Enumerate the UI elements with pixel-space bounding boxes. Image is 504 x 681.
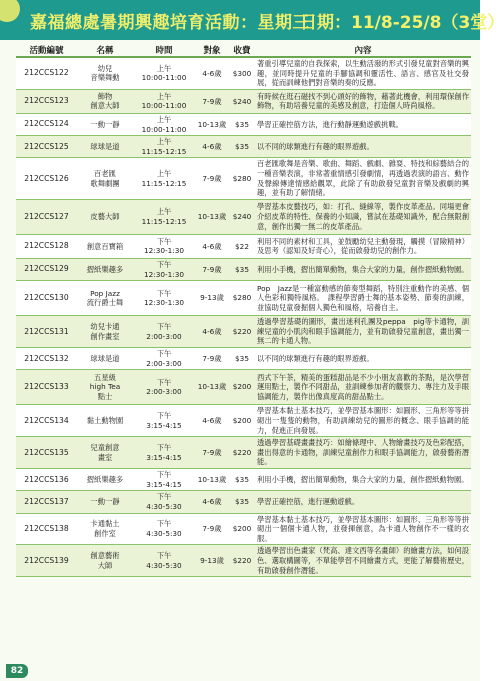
activity-description-cell: Pop Jazz是一種富動感的節奏型舞蹈，特別注重動作的美感、個人色彩和獨特風格。 課程學習爵士舞的基本姿勢、節奏的訓練，並協助兒童發掘個人獨色和風格，培養自主。 (255, 281, 471, 316)
activity-time-cell: 上午 11:15-12:15 (133, 199, 195, 234)
activity-code-cell: 212CCS128 (16, 234, 77, 258)
table-row (16, 348, 471, 370)
activity-fee-cell: $35 (229, 348, 255, 370)
activity-name-cell: 創意百寶箱 (77, 234, 133, 258)
activity-age-cell: 7-9歲 (195, 437, 229, 469)
column-header-content: 內容 (255, 43, 471, 57)
activity-fee-cell: $35 (229, 258, 255, 280)
activity-description-cell: 百老匯歌舞是音樂、歌曲、舞蹈、戲劇、雜耍、特技和綜藝結合的一種音樂表演，非常著重情感引發劇情，再透過表演的語言、動作及聲線傳達情感給觀眾，此除了有助啟發兒童對音樂及戲劇的興趣，並有助了解情緒。 (255, 158, 471, 200)
activity-fee-cell: $35 (229, 469, 255, 491)
table-row (16, 405, 471, 437)
table-row (16, 281, 471, 316)
page-number: 82 (6, 664, 28, 678)
column-header-fee: 收費 (229, 43, 255, 57)
activity-description-cell: 學習基本皮藝技巧，如：打孔、縫線等，製作皮革產品。同場更會介紹皮革的特性、保養的小知識，嘗試在基礎知識外，配合無限創意，創作出獨一無二的皮革產品。 (255, 199, 471, 234)
activity-fee-cell: $35 (229, 491, 255, 513)
activity-time-cell: 下午 2:00-3:00 (133, 348, 195, 370)
activity-description-cell: 以不同的球類進行有趣的眼界遊戲。 (255, 136, 471, 158)
activity-time-cell: 上午 11:15-12:15 (133, 136, 195, 158)
activity-time-cell: 下午 12:30-1:30 (133, 258, 195, 280)
activity-description-cell: 利用小手機，摺出簡單動物，集合大家的力量，創作摺紙動物園。 (255, 258, 471, 280)
activity-name-cell: 球球是道 (77, 136, 133, 158)
activity-time-cell: 上午 10:00-11:00 (133, 89, 195, 113)
activity-time-cell: 下午 12:30-1:30 (133, 234, 195, 258)
activity-name-cell: 皮藝大師 (77, 199, 133, 234)
activity-name-cell: 幼兒卡通 創作畫室 (77, 316, 133, 348)
table-row (16, 199, 471, 234)
page-header (0, 0, 504, 40)
activity-time-cell: 下午 3:15-4:15 (133, 469, 195, 491)
activity-name-cell: 五星級 high Tea 點士 (77, 370, 133, 405)
activity-description-cell: 學習正確控筋方法，進行動靜運動遊戲挑戰。 (255, 113, 471, 135)
activity-fee-cell: $220 (229, 316, 255, 348)
activity-age-cell: 4-6歲 (195, 57, 229, 89)
activity-age-cell: 10-13歲 (195, 113, 229, 135)
activity-age-cell: 10-13歲 (195, 370, 229, 405)
activity-age-cell: 7-9歲 (195, 513, 229, 545)
activity-code-cell: 212CCS135 (16, 437, 77, 469)
activity-age-cell: 4-6歲 (195, 136, 229, 158)
activity-description-cell: 學習基本黏土基本技巧，並學習基本圖形：如圓形、三角形等等拼砌出一個個卡通人物，並發揮創意，為卡通人物創作不一樣的衣服。 (255, 513, 471, 545)
activity-age-cell: 4-6歲 (195, 234, 229, 258)
table-header-row (16, 43, 471, 57)
activity-name-cell: 百老匯 歌舞劇團 (77, 158, 133, 200)
activity-age-cell: 10-13歲 (195, 199, 229, 234)
table-row (16, 491, 471, 513)
activity-code-cell: 212CCS125 (16, 136, 77, 158)
activity-code-cell: 212CCS122 (16, 57, 77, 89)
table-row (16, 437, 471, 469)
activity-time-cell: 下午 4:30-5:30 (133, 513, 195, 545)
activity-name-cell: 飾物 創意大師 (77, 89, 133, 113)
table-row (16, 234, 471, 258)
activity-name-cell: 球球是道 (77, 348, 133, 370)
table-row (16, 57, 471, 89)
activity-table (16, 43, 471, 577)
activity-description-cell: 透過學習基礎畫畫技巧：如繪條理中、人物繪畫技巧及色彩配搭，畫出得意的卡通物，訓練兒童創作力和眼手協調能力，啟發藝術潛能。 (255, 437, 471, 469)
table-row (16, 545, 471, 577)
activity-name-cell: 黏土動物園 (77, 405, 133, 437)
activity-time-cell: 下午 2:00-3:00 (133, 370, 195, 405)
activity-name-cell: 摺紙樂趣多 (77, 258, 133, 280)
activity-description-cell: 利用不同的素材和工具，並鼓勵幼兒主動發現，觸摸（冒險精神）及思考（認知及好奇心），從而啟發幼兒的創作力。 (255, 234, 471, 258)
activity-description-cell: 學習正確控筋，進行運動遊戲。 (255, 491, 471, 513)
activity-fee-cell: $200 (229, 370, 255, 405)
activity-fee-cell: $300 (229, 57, 255, 89)
activity-description-cell: 以不同的球類進行有趣的眼界遊戲。 (255, 348, 471, 370)
activity-name-cell: 摺紙樂趣多 (77, 469, 133, 491)
activity-age-cell: 10-13歲 (195, 469, 229, 491)
activity-time-cell: 下午 4:30-5:30 (133, 545, 195, 577)
activity-age-cell: 7-9歲 (195, 258, 229, 280)
date-range: 日期：11/8-25/8（3堂） (300, 13, 504, 33)
activity-code-cell: 212CCS130 (16, 281, 77, 316)
activity-time-cell: 上午 10:00-11:00 (133, 113, 195, 135)
table-body (16, 57, 471, 577)
table-row (16, 513, 471, 545)
activity-description-cell: 利用小手機，摺出簡單動物，集合大家的力量，創作摺紙動物園。 (255, 469, 471, 491)
activity-time-cell: 下午 3:15-4:15 (133, 405, 195, 437)
activity-time-cell: 上午 10:00-11:00 (133, 57, 195, 89)
activity-fee-cell: $35 (229, 136, 255, 158)
activity-age-cell: 7-9歲 (195, 89, 229, 113)
activity-fee-cell: $35 (229, 113, 255, 135)
activity-time-cell: 下午 3:15-4:15 (133, 437, 195, 469)
activity-code-cell: 212CCS127 (16, 199, 77, 234)
table-row (16, 158, 471, 200)
activity-age-cell: 9-13歲 (195, 545, 229, 577)
activity-age-cell: 7-9歲 (195, 348, 229, 370)
activity-code-cell: 212CCS136 (16, 469, 77, 491)
activity-fee-cell: $240 (229, 89, 255, 113)
activity-age-cell: 4-6歲 (195, 491, 229, 513)
activity-description-cell: 西式下午茶，精美的蛋糕甜品是不少小朋友喜歡的茶點，是次學習運用點士，製作不同甜品，並訓練參加者的觀察力、專注力及手眼協調能力，製作出像真度高的甜品點士。 (255, 370, 471, 405)
activity-code-cell: 212CCS138 (16, 513, 77, 545)
activity-fee-cell: $220 (229, 545, 255, 577)
activity-description-cell: 透過學習基礎的圖形，畫出迷利孔團及peppa pig等卡通物，訓練兒童的小肌肉和眼手協調能力，並有助啟發兒童創意，畫出獨一無二的卡通人物。 (255, 316, 471, 348)
activity-name-cell: 幼兒 音樂舞動 (77, 57, 133, 89)
decorative-circle (0, 0, 20, 22)
activity-code-cell: 212CCS124 (16, 113, 77, 135)
activity-fee-cell: $200 (229, 405, 255, 437)
activity-code-cell: 212CCS134 (16, 405, 77, 437)
activity-time-cell: 上午 11:15-12:15 (133, 158, 195, 200)
table-row (16, 370, 471, 405)
table-row (16, 136, 471, 158)
activity-fee-cell: $220 (229, 437, 255, 469)
column-header-age: 對象 (195, 43, 229, 57)
activity-age-cell: 9-13歲 (195, 281, 229, 316)
activity-code-cell: 212CCS139 (16, 545, 77, 577)
table-row (16, 89, 471, 113)
activity-description-cell: 有時候在逛石磁找不到心頭好的飾物，藉著此機會，利用環保創作飾物，有助培養兒童的美感及創意，打造個人時尚風格。 (255, 89, 471, 113)
activity-name-cell: Pop Jazz 流行爵士舞 (77, 281, 133, 316)
activity-fee-cell: $22 (229, 234, 255, 258)
activity-fee-cell: $240 (229, 199, 255, 234)
activity-time-cell: 下午 2:00-3:00 (133, 316, 195, 348)
activity-code-cell: 212CCS131 (16, 316, 77, 348)
table-row (16, 316, 471, 348)
activity-age-cell: 4-6歲 (195, 405, 229, 437)
page-title: 嘉福總處暑期興趣培育活動：星期三 (30, 13, 310, 33)
activity-description-cell: 透過學習出色畫家（梵高、達文西等名畫師）的繪畫方法，如何設色、選取構圖等，不單能學習不同繪畫方式，更能了解藝術歷史，有助啟發創作潛能。 (255, 545, 471, 577)
activity-name-cell: 一動一靜 (77, 113, 133, 135)
activity-fee-cell: $200 (229, 513, 255, 545)
activity-name-cell: 兒童創意 畫室 (77, 437, 133, 469)
activity-age-cell: 4-6歲 (195, 316, 229, 348)
activity-description-cell: 學習基本黏土基本技巧，並學習基本圖形：如圓形、三角形等等拼砌出一隻隻的動物，有助訓練幼兒的圖形的概念、眼手協調的能力，促進正向發展。 (255, 405, 471, 437)
table-row (16, 258, 471, 280)
table-row (16, 113, 471, 135)
activity-age-cell: 7-9歲 (195, 158, 229, 200)
column-header-name: 名稱 (77, 43, 133, 57)
activity-code-cell: 212CCS123 (16, 89, 77, 113)
activity-name-cell: 卡通黏土 創作室 (77, 513, 133, 545)
activity-name-cell: 一動一靜 (77, 491, 133, 513)
column-header-time: 時間 (133, 43, 195, 57)
table-row (16, 469, 471, 491)
activity-code-cell: 212CCS132 (16, 348, 77, 370)
activity-code-cell: 212CCS137 (16, 491, 77, 513)
activity-fee-cell: $280 (229, 158, 255, 200)
activity-time-cell: 下午 12:30-1:30 (133, 281, 195, 316)
activity-fee-cell: $280 (229, 281, 255, 316)
activity-code-cell: 212CCS126 (16, 158, 77, 200)
activity-name-cell: 創意藝術 大師 (77, 545, 133, 577)
activity-code-cell: 212CCS133 (16, 370, 77, 405)
activity-time-cell: 下午 4:30-5:30 (133, 491, 195, 513)
activity-description-cell: 著重引導兒童的自我探索，以生動活潑的形式引發兒童對音樂的興趣，並同時提升兒童的手腳協調和靈活性、語言、感官及社交發展，從而訓練他們對音樂的奏的反應。 (255, 57, 471, 89)
activity-code-cell: 212CCS129 (16, 258, 77, 280)
column-header-code: 活動編號 (16, 43, 77, 57)
